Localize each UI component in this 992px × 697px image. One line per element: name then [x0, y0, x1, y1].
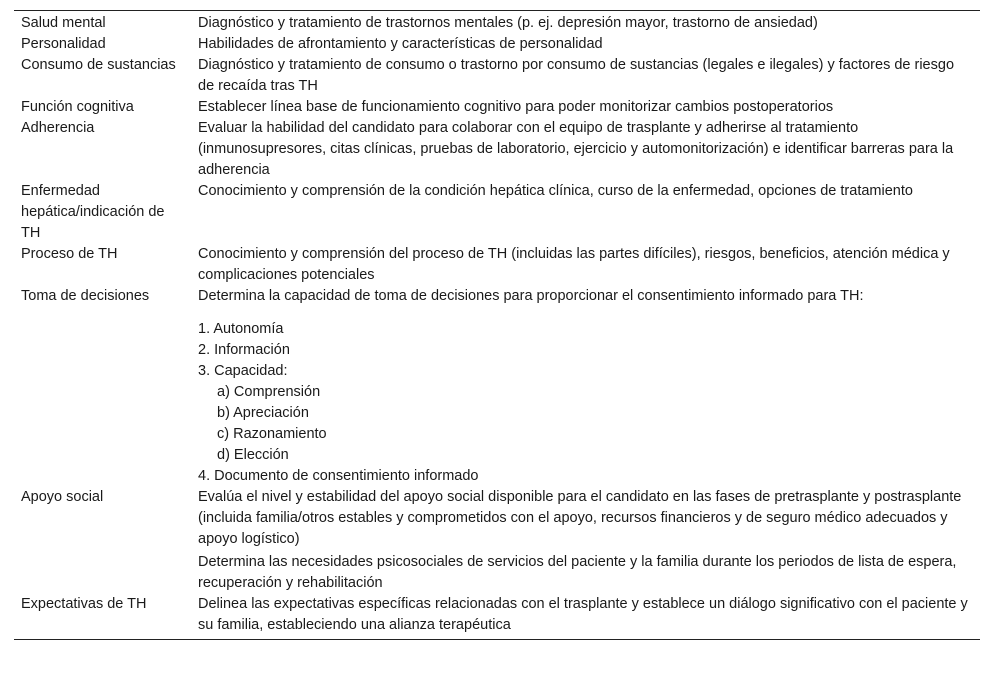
row-description: Diagnóstico y tratamiento de consumo o trastorno por consumo de sustancias (legales e ilegales) y factores de riesgo de recaída tras TH	[198, 57, 955, 94]
table-row	[14, 244, 980, 286]
table-row	[14, 34, 980, 55]
row-label: Personalidad	[21, 36, 106, 52]
table-row	[14, 97, 980, 118]
table-row	[14, 118, 980, 181]
decision-subitem: a) Comprensión	[217, 384, 321, 400]
evaluation-table	[14, 10, 980, 640]
social-support-text: Evalúa el nivel y estabilidad del apoyo social disponible para el candidato en las fases de pretrasplante y postrasplante (incluida familia/otros estables y comprometidos con el apoyo, recursos financieros y de seguro médico adecuados y apoyo logístico)	[198, 489, 962, 547]
row-description: Establecer línea base de funcionamiento cognitivo para poder monitorizar cambios postoperatorios	[198, 99, 834, 115]
row-description: Diagnóstico y tratamiento de trastornos mentales (p. ej. depresión mayor, trastorno de ansiedad)	[198, 15, 818, 31]
decision-item: 4. Documento de consentimiento informado	[198, 468, 479, 484]
table-row	[14, 55, 980, 97]
row-label: Expectativas de TH	[21, 596, 147, 612]
row-label: Salud mental	[21, 15, 106, 31]
table-row	[14, 286, 980, 487]
row-description: Evaluar la habilidad del candidato para colaborar con el equipo de trasplante y adherirse al tratamiento (inmunosupresores, citas clínicas, pruebas de laboratorio, ejercicio y automonitorización) e identificar barreras para la adherencia	[198, 120, 954, 178]
table-row	[14, 181, 980, 244]
row-label: Función cognitiva	[21, 99, 134, 115]
decision-subitem: c) Razonamiento	[217, 426, 327, 442]
decision-intro: Determina la capacidad de toma de decisiones para proporcionar el consentimiento informado para TH:	[198, 288, 864, 304]
evaluation-table-grid	[14, 11, 980, 639]
decision-item: 3. Capacidad:	[198, 363, 288, 379]
decision-item: 2. Información	[198, 342, 290, 358]
row-description: Delinea las expectativas específicas relacionadas con el trasplante y establece un diálogo significativo con el paciente y su familia, estableciendo una alianza terapéutica	[198, 596, 968, 633]
table-row	[14, 594, 980, 639]
table-row	[14, 487, 980, 594]
decision-subitem: b) Apreciación	[217, 405, 309, 421]
row-label: Enfermedad hepática/indicación de TH	[21, 183, 165, 241]
row-label: Apoyo social	[21, 489, 104, 505]
row-description: Habilidades de afrontamiento y características de personalidad	[198, 36, 603, 52]
row-label: Consumo de sustancias	[21, 57, 176, 73]
row-description	[192, 286, 980, 487]
row-label: Toma de decisiones	[21, 288, 150, 304]
row-description	[192, 487, 980, 594]
row-description: Conocimiento y comprensión de la condición hepática clínica, curso de la enfermedad, opciones de tratamiento	[198, 183, 913, 199]
row-description: Conocimiento y comprensión del proceso de TH (incluidas las partes difíciles), riesgos, beneficios, atención médica y complicaciones potenciales	[198, 246, 950, 283]
decision-item: 1. Autonomía	[198, 321, 284, 337]
table-row	[14, 11, 980, 34]
decision-subitem: d) Elección	[217, 447, 289, 463]
row-label: Proceso de TH	[21, 246, 118, 262]
social-support-extra: Determina las necesidades psicosociales de servicios del paciente y la familia durante los periodos de lista de espera, recuperación y rehabilitación	[198, 554, 957, 591]
row-label: Adherencia	[21, 120, 95, 136]
